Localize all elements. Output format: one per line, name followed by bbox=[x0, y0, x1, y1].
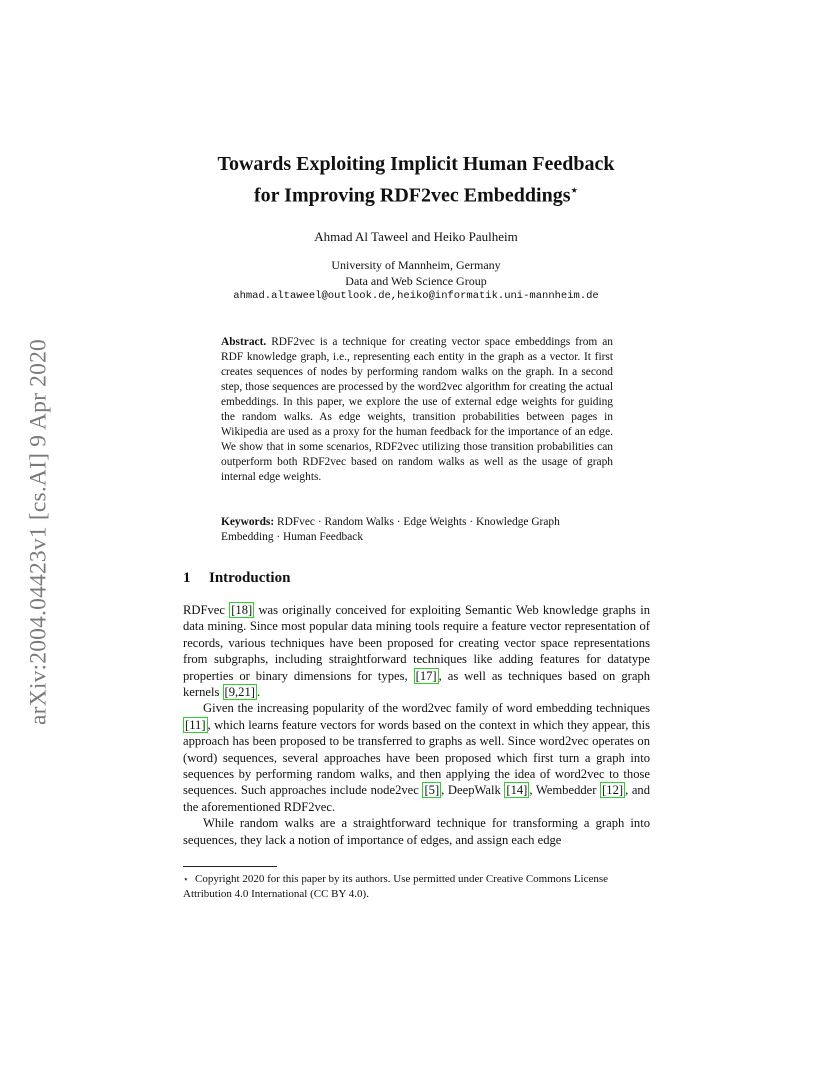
paragraph-3: While random walks are a straightforward technique for transforming a graph into sequences, they lack a notion of importance of edges, and assign each edge bbox=[183, 816, 650, 847]
paper-title bbox=[150, 151, 682, 209]
footnote bbox=[183, 872, 650, 901]
keywords bbox=[221, 515, 613, 545]
footnote-marker: ⋆ bbox=[183, 874, 189, 884]
keywords-text: RDFvec · Random Walks · Edge Weights · Knowledge Graph Embedding · Human Feedback bbox=[221, 516, 560, 543]
paragraph-1-text-c: , as well as techniques based on graph kernels bbox=[183, 668, 650, 700]
section-number: 1 bbox=[183, 570, 191, 586]
title-footnote-marker[interactable]: ⋆ bbox=[570, 183, 579, 197]
abstract bbox=[221, 335, 613, 485]
citation-link[interactable]: [5] bbox=[424, 783, 440, 798]
paragraph-2 bbox=[183, 700, 650, 815]
paragraph-1 bbox=[183, 602, 650, 700]
footnote-text: Copyright 2020 for this paper by its authors. Use permitted under Creative Commons License Attribution 4.0 International (CC BY 4.0). bbox=[183, 873, 609, 900]
footnote-rule bbox=[183, 866, 277, 867]
affiliation bbox=[150, 258, 682, 305]
section-heading bbox=[183, 570, 290, 587]
paragraph-2-text-e: , and the aforementioned RDF2vec. bbox=[183, 783, 651, 814]
citation-link[interactable]: [14] bbox=[506, 783, 528, 798]
authors: Ahmad Al Taweel and Heiko Paulheim bbox=[314, 229, 518, 244]
citation-link[interactable]: [11] bbox=[185, 717, 206, 732]
body-text bbox=[183, 602, 650, 848]
citation-link[interactable]: [9,21] bbox=[224, 685, 255, 700]
paragraph-2-text-b: , which learns feature vectors for words based on the context in which they appear, this approach has been proposed to be transferred to graphs as well. Since word2vec operates on (word) sequences, several approaches have been proposed which first turn a graph into sequences by performing random walks, and then applying the idea of word2vec to those sequences. Such approaches include node2vec bbox=[183, 717, 650, 798]
paragraph-1-text-d: . bbox=[256, 685, 261, 700]
keywords-label: Keywords: bbox=[221, 516, 275, 528]
paragraph-1-text-b: was originally conceived for exploiting Semantic Web knowledge graphs in data mining. Since most popular data mining tools require a feature vector representation of records, various techniques have been proposed for creating vector space representations from subgraphs, including straightforward techniques like adding features for datatype properties or binary dimensions for types, bbox=[183, 603, 650, 683]
author-emails[interactable]: ahmad.altaweel@outlook.de,heiko@informatik.uni-mannheim.de bbox=[233, 290, 599, 302]
abstract-text: RDF2vec is a technique for creating vector space embeddings from an RDF knowledge graph, i.e., representing each entity in the graph as a vector. It first creates sequences of nodes by performing random walks on the graph. In a second step, those sequences are processed by the word2vec algorithm for creating the actual embeddings. In this paper, we explore the use of external edge weights for guiding the random walks. As edge weights, transition probabilities between pages in Wikipedia are used as a proxy for the human feedback for the importance of an edge. We show that in some scenarios, RDF2vec utilizing those transition probabilities can outperform both RDF2vec based on random walks as well as the usage of graph internal edge weights. bbox=[221, 336, 613, 483]
abstract-label: Abstract. bbox=[221, 336, 267, 348]
paragraph-2-text-d: , Wembedder bbox=[529, 783, 601, 798]
paragraph-2-text-a: Given the increasing popularity of the word2vec family of word embedding techniques bbox=[203, 701, 650, 716]
affiliation-university: University of Mannheim, Germany bbox=[331, 258, 501, 272]
paragraph-2-text-c: , DeepWalk bbox=[441, 783, 505, 798]
title-line-2-text: for Improving RDF2vec Embeddings bbox=[253, 184, 571, 207]
citation-link[interactable]: [18] bbox=[231, 603, 253, 617]
arxiv-margin-stamp bbox=[22, 302, 56, 762]
paragraph-1-text-a: RDFvec bbox=[183, 603, 230, 617]
affiliation-group: Data and Web Science Group bbox=[345, 273, 487, 288]
title-line-1: Towards Exploiting Implicit Human Feedback bbox=[217, 153, 615, 175]
section-title: Introduction bbox=[209, 570, 291, 586]
arxiv-id-text: arXiv:2004.04423v1 [cs.AI] 9 Apr 2020 bbox=[25, 339, 52, 725]
title-line-2 bbox=[150, 177, 682, 209]
citation-link[interactable]: [12] bbox=[602, 783, 624, 798]
citation-link[interactable]: [17] bbox=[415, 668, 437, 683]
